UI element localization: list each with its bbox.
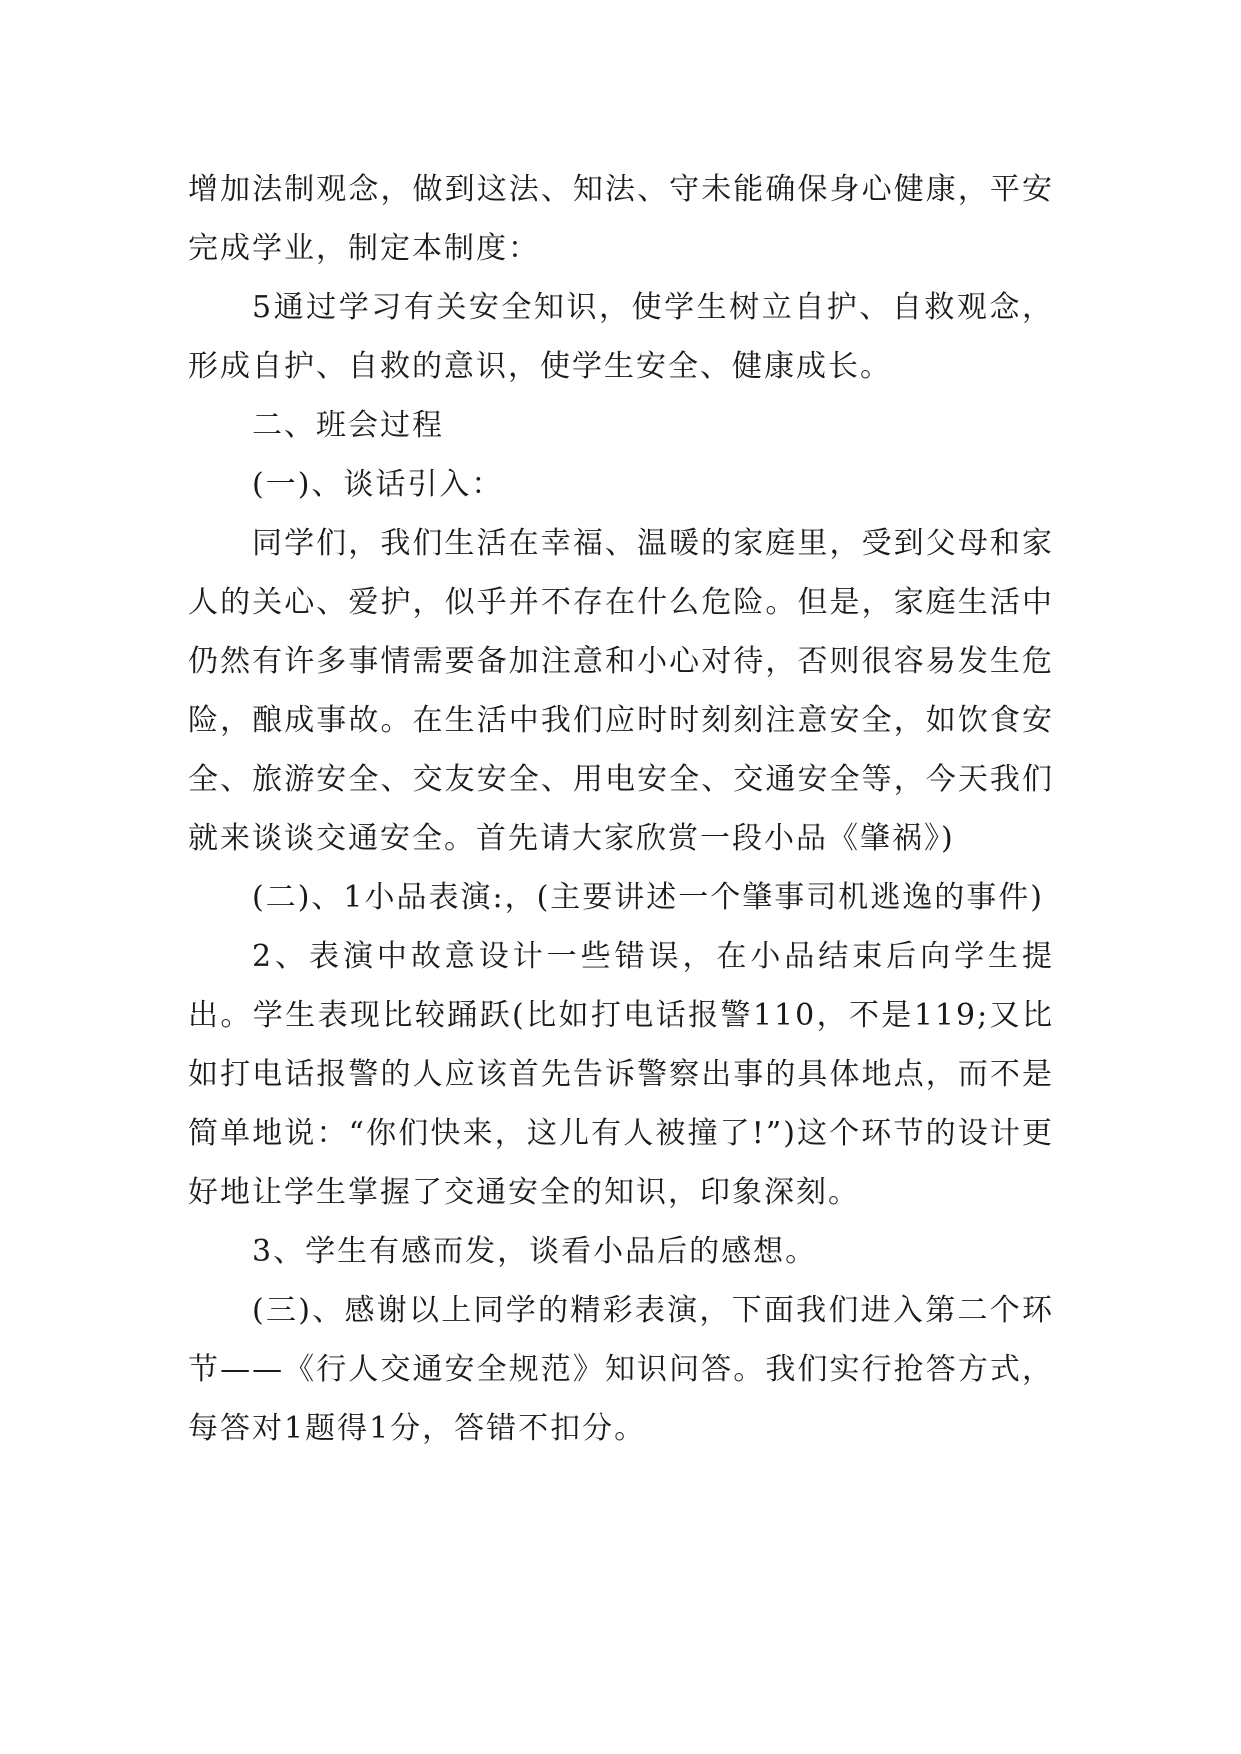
subsection-heading-intro: (一)、谈话引入： [252,467,504,502]
paragraph-skit: (二)、1小品表演:，(主要讲述一个肇事司机逃逸的事件) [252,880,1045,915]
section-heading-class-process: 二、班会过程 [252,408,444,443]
paragraph-1: 增加法制观念，做到这法、知法、守未能确保身心健康，平安完成学业，制定本制度： [188,172,1054,266]
document-body [188,160,1054,1458]
paragraph-quiz: (三)、感谢以上同学的精彩表演，下面我们进入第二个环节——《行人交通安全规范》知识问答。我们实行抢答方式，每答对1题得1分，答错不扣分。 [188,1293,1054,1446]
paragraph-intro-talk: 同学们，我们生活在幸福、温暖的家庭里，受到父母和家人的关心、爱护，似乎并不存在什么危险。但是，家庭生活中仍然有许多事情需要备加注意和小心对待，否则很容易发生危险，酿成事故。在生活中我们应时时刻刻注意安全，如饮食安全、旅游安全、交友安全、用电安全、交通安全等，今天我们就来谈谈交通安全。首先请大家欣赏一段小品《肇祸》) [188,526,1054,856]
paragraph-student-feedback: 3、学生有感而发，谈看小品后的感想。 [252,1234,818,1269]
paragraph-2: 5通过学习有关安全知识，使学生树立自护、自救观念，形成自护、自救的意识，使学生安全、健康成长。 [188,290,1054,384]
paragraph-skit-errors: 2、表演中故意设计一些错误，在小品结束后向学生提出。学生表现比较踊跃(比如打电话报警110，不是119;又比如打电话报警的人应该首先告诉警察出事的具体地点，而不是简单地说：“你们快来，这儿有人被撞了!”)这个环节的设计更好地让学生掌握了交通安全的知识，印象深刻。 [188,939,1054,1210]
